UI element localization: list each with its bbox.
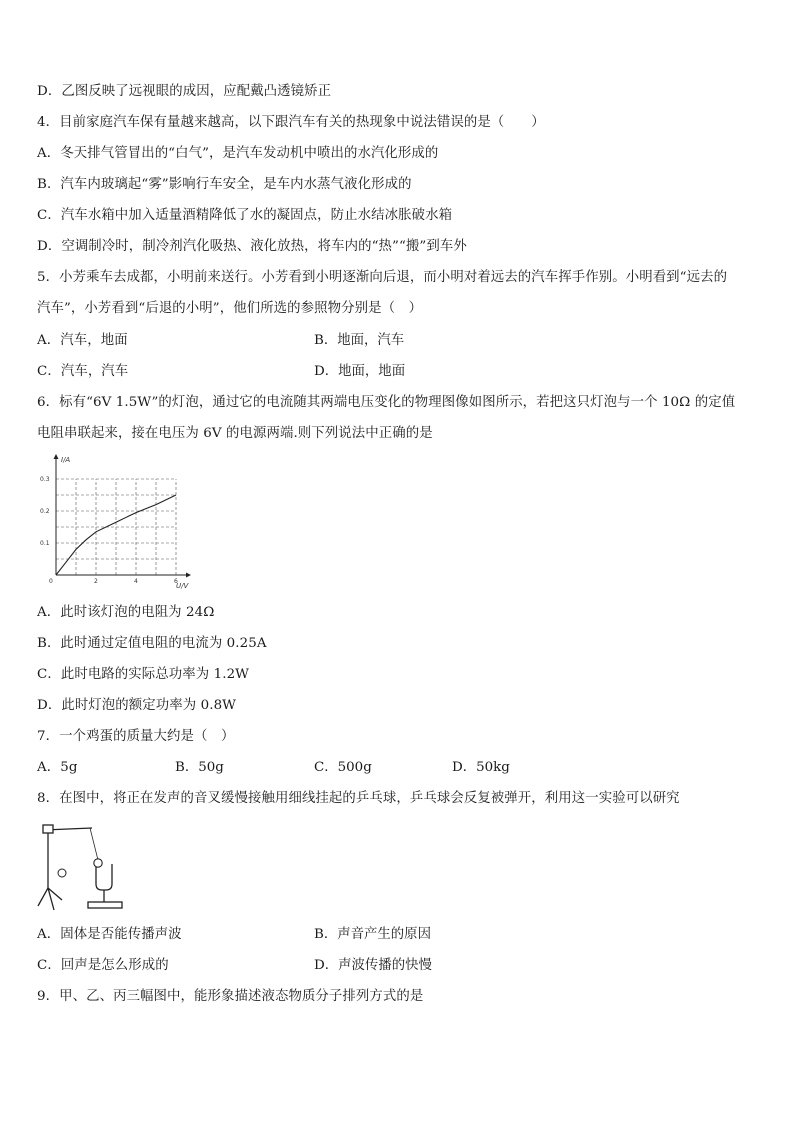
q8-option-b: B．声音产生的原因 (314, 927, 431, 942)
q5-option-d: D．地面，地面 (314, 364, 406, 379)
y-axis-label: I/A (61, 456, 71, 464)
q7-option-b: B．50g (175, 760, 224, 775)
q6-option-b: B．此时通过定值电阻的电流为 0.25A (37, 636, 267, 651)
q4-option-a: A．冬天排气管冒出的“白气”，是汽车发动机中喷出的水汽化形成的 (37, 146, 439, 161)
q6-option-a: A．此时该灯泡的电阻为 24Ω (37, 605, 215, 620)
q5-option-a: A．汽车，地面 (37, 333, 128, 348)
q8-option-d: D．声波传播的快慢 (314, 958, 432, 973)
q6-stem-line2: 电阻串联起来，接在电压为 6V 的电源两端.则下列说法中正确的是 (37, 426, 433, 441)
q5-stem-line2: 汽车”，小芳看到“后退的小明”，他们所选的参照物分别是（ ） (37, 301, 423, 316)
y-tick-label: 0.2 (40, 508, 50, 515)
graph-grid (56, 479, 176, 575)
q7-option-a: A．5g (37, 760, 78, 775)
x-tick-label: 2 (94, 578, 98, 585)
x-tick-label: 4 (134, 578, 138, 585)
q7-option-c: C．500g (314, 760, 372, 775)
tuning-fork-figure (36, 818, 146, 913)
q7-option-d: D．50kg (452, 760, 510, 775)
y-axis-arrow-icon (54, 454, 59, 459)
thread (90, 828, 98, 860)
q8-stem: 8．在图中，将正在发声的音叉缓慢接触用细线挂起的乒乓球，乒乓球会反复被弹开，利用这一实验可以研究 (37, 791, 680, 806)
ping-pong-ball (94, 859, 102, 867)
q5-option-b: B．地面，汽车 (314, 333, 405, 348)
q5-option-c: C．汽车，汽车 (37, 364, 129, 379)
q4-option-b: B．汽车内玻璃起“雾”影响行车安全，是车内水蒸气液化形成的 (37, 177, 412, 192)
tuning-fork (96, 864, 112, 890)
q5-stem-line1: 5．小芳乘车去成都，小明前来送行。小芳看到小明逐渐向后退，而小明对着远去的汽车挥手作别。小明看到“远去的 (37, 270, 728, 285)
q7-stem: 7．一个鸡蛋的质量大约是（ ） (37, 729, 235, 744)
stand-knob (58, 869, 66, 877)
clamp (43, 825, 53, 833)
stand-base (38, 888, 62, 910)
q8-option-c: C．回声是怎么形成的 (37, 958, 169, 973)
x-axis-arrow-icon (186, 573, 191, 578)
q4-option-d: D．空调制冷时，制冷剂汽化吸热、液化放热，将车内的“热”“搬”到车外 (37, 239, 467, 254)
x-tick-label: 6 (174, 578, 178, 585)
q8-option-a: A．固体是否能传播声波 (37, 927, 182, 942)
q9-stem: 9．甲、乙、丙三幅图中，能形象描述液态物质分子排列方式的是 (37, 989, 424, 1004)
x-axis-label: U/V (176, 582, 189, 590)
q6-option-d: D．此时灯泡的额定功率为 0.8W (37, 698, 237, 713)
x-tick-label: 0 (49, 578, 53, 585)
fork-base (88, 902, 122, 908)
y-tick-label: 0.3 (40, 476, 50, 483)
iu-graph (36, 455, 196, 590)
q3-option-d: D．乙图反映了远视眼的成因，应配戴凸透镜矫正 (37, 84, 332, 99)
q6-stem-line1: 6．标有“6V 1.5W”的灯泡，通过它的电流随其两端电压变化的物理图像如图所示，若把这只灯泡与一个 10Ω 的定值 (37, 395, 736, 410)
q6-option-c: C．此时电路的实际总功率为 1.2W (37, 667, 250, 682)
q4-stem: 4．目前家庭汽车保有量越来越高，以下跟汽车有关的热现象中说法错误的是（ ） (37, 115, 545, 130)
y-tick-label: 0.1 (40, 540, 50, 547)
q4-option-c: C．汽车水箱中加入适量酒精降低了水的凝固点，防止水结冰胀破水箱 (37, 208, 453, 223)
